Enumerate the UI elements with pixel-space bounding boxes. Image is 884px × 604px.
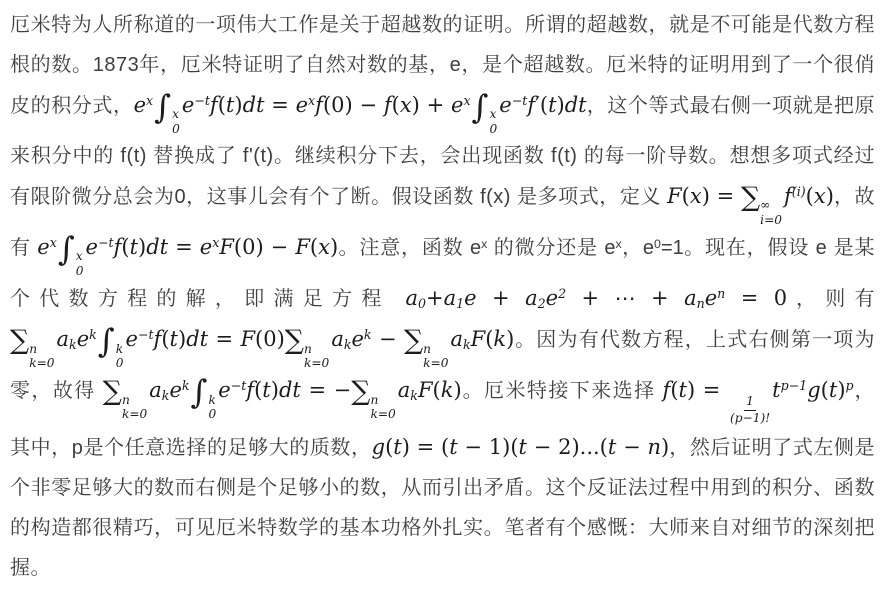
summation-sign: ∑ — [740, 182, 761, 214]
integral-sign: ∫ — [190, 373, 208, 412]
text-run: 。现在，假设 e 是某个代数方程的解，即满足方程 — [10, 237, 875, 311]
article-body — [10, 5, 875, 588]
text-run: ，然后证明了式左侧是个非零足够大的数而右侧是个足够小的数，从而引出矛盾。这个反证法过程中用到的积分、函数的构造都很精巧，可见厄米特数学的基本功格外扎实。笔者有个感慨：大师来自对细节的深刻把握。 — [10, 436, 876, 579]
math-formula: F(x) = ∑ ∞ i=0 $f^{(i)}(x)$ — [667, 182, 834, 227]
integral-sign: ∫ — [97, 322, 115, 361]
math-formula: g(t) = (t − 1)(t − 2)...(t − n) — [371, 434, 670, 459]
math-formula: $a_0+a_1e + a_2e^2$ + ⋯ + $a_ne^n = 0$ — [405, 286, 788, 312]
text-run: ，故有 — [10, 186, 876, 260]
math-formula: $e^x\int$ x 0 $e^{-t}f(t)dt = e^xf(0) - f(x) + e^x\int$ x 0 $e^{-t}f'(t)dt$ — [133, 87, 587, 136]
summation-sign: ∑ — [351, 376, 371, 408]
math-formula: ∑ n k=0 $a_ke^k\int$ k 0 $e^{-t}f(t)dt = F(0)\sum$ n k=0 $a_ke^k$ − ∑ n k=0 $a_kF(k)$ — [10, 322, 515, 370]
text-run: 厄米特为人所称道的一项伟大工作是关于超越数的证明。所谓的超越数，就是不可能是代数方程根的数。1873年，厄米特证明了自然对数的基，e，是个超越数。厄米特的证明用到了一个很俏皮的积分式， — [10, 14, 875, 117]
text-run: 。厄米特接下来选择 — [461, 380, 663, 403]
text-run: ， — [621, 237, 643, 260]
summation-sign: ∑ — [403, 325, 424, 357]
text-run: 。因为有代数方程，上式右侧第一项为零，故得 — [10, 329, 876, 403]
summation-sign: ∑ — [10, 325, 30, 357]
text-run: ，这个等式最右侧一项就是把原来积分中的 f(t) 替换成了 f'(t)。继续积分下去，会出现函数 f(t) 的每一阶导数。想想多项式经过有限阶微分总会为0，这事儿会有个了断。假设函数 f(x) 是多项式，定义 — [10, 95, 876, 209]
inline-exponent: $e^x$ — [604, 236, 622, 260]
text-run: 。注意，函数 — [338, 237, 470, 260]
math-formula: $e^x\int$ x 0 $e^{-t}f(t)dt = e^xF(0) - F(x)$ — [37, 230, 339, 278]
summation-sign: ∑ — [102, 376, 122, 408]
integral-sign: ∫ — [57, 230, 75, 268]
math-formula: ∑ n k=0 $a_ke^k\int$ k 0 $e^{-t}f(t)dt$ = −∑ n k=0 $a_kF(k)$ — [102, 373, 462, 422]
text-run: ，其中，p是个任意选择的足够大的质数， — [10, 380, 876, 459]
inline-exponent: $e^0=1$ — [642, 236, 684, 260]
text-run: 的微分还是 — [487, 237, 605, 260]
math-formula: f(t) = $\frac{1}{(p-1)!}$ $t^{p-1}g(t)^p$ — [662, 378, 854, 425]
text-run: ，则有 — [787, 288, 876, 311]
summation-sign: ∑ — [284, 325, 304, 357]
inline-exponent: $e^x$ — [470, 236, 488, 260]
integral-sign: ∫ — [154, 87, 172, 126]
integral-sign: ∫ — [471, 87, 489, 126]
